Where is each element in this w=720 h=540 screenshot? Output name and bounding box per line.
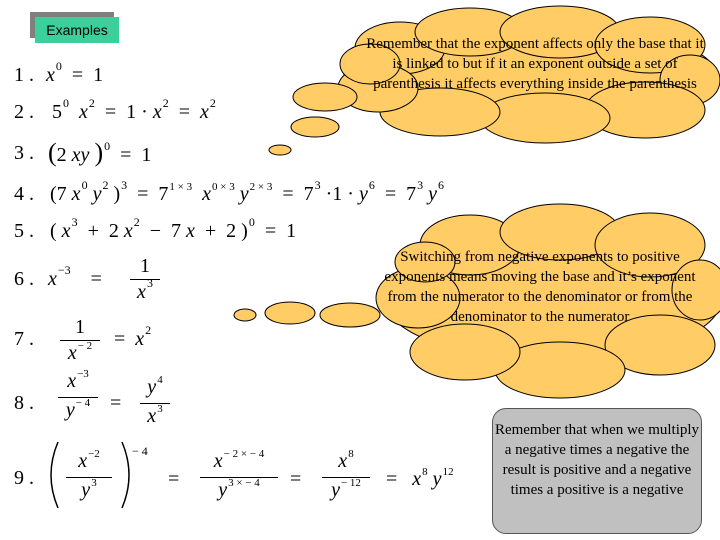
equation-3: (2 xy )$^0$ = 1 [48,138,152,167]
equation-8-rhs-fraction: $y^4$ $x^3$ [140,376,170,430]
sign-note-text: Remember that when we multiply a negative times a negative the result is positive and a negative times a positive is a negative [494,422,700,498]
equation-9-result: = $x^8$ $y^{12}$ [386,466,454,490]
equation-9-outer-exponent: − 4 [132,444,148,458]
equation-2: $5^0$ $x^2 = 1 \cdot x^2 = x^2$ [52,96,216,123]
examples-title: Examples [35,17,119,43]
exponent-note-text: Remember that the exponent affects only the base that it is linked to but if it an exponent outside a set of parenthesis it affects everything inside the parenthesis [366,36,704,92]
example-label-2: 2 . [14,101,34,123]
equation-9-inner-fraction: $x^{-2}$ $y^3$ [66,450,112,504]
equation-8-equals: = [110,392,122,414]
example-label-6: 6 . [14,268,34,290]
equation-5: ( $x^3 + 2$ $x^2 - 7$ x + 2 )$^0$ = 1 [50,215,297,242]
equation-6-lhs: $x^{-3}$ = [48,263,102,290]
equation-8-lhs-fraction: $x^{-3}$ $y^{- 4}$ [58,370,98,424]
equation-6-fraction: 1 $x^3$ [130,255,160,305]
equation-7-rhs: = $x^2$ [114,323,152,350]
example-label-7: 7 . [14,328,34,350]
equation-1: $x^0 = 1$ [46,59,104,86]
example-label-8: 8 . [14,392,34,414]
example-label-5: 5 . [14,220,34,242]
equation-9-equals-1: = [168,468,180,490]
negative-note-text: Switching from negative exponents to positive exponents means moving the base and it’s exponent from the numerator to the denominator or from the denominator to the numerator [384,249,696,325]
equation-9-equals-2: = [290,468,302,490]
equation-9-fraction-2: $x^{- 2 \times - 4}$ $y^{3 \times - 4}$ [200,450,278,504]
example-label-3: 3 . [14,142,34,164]
example-label-1: 1 . [14,64,34,86]
equation-9-fraction-3: $x^8$ $y^{- 12}$ [322,450,370,504]
example-label-4: 4 . [14,183,34,205]
example-label-9: 9 . [14,467,34,489]
equation-7-fraction: 1 $x^{- 2}$ [60,316,100,367]
equation-4: (7 $x^0$ $y^2$ )$^3 = 7^{1 \times 3}$ $x^{0 \times 3}$ $y^{2 \times 3} = 7^3 \cdot 1 \cdot y^6 = 7^3$ $y^6$ [50,178,445,205]
